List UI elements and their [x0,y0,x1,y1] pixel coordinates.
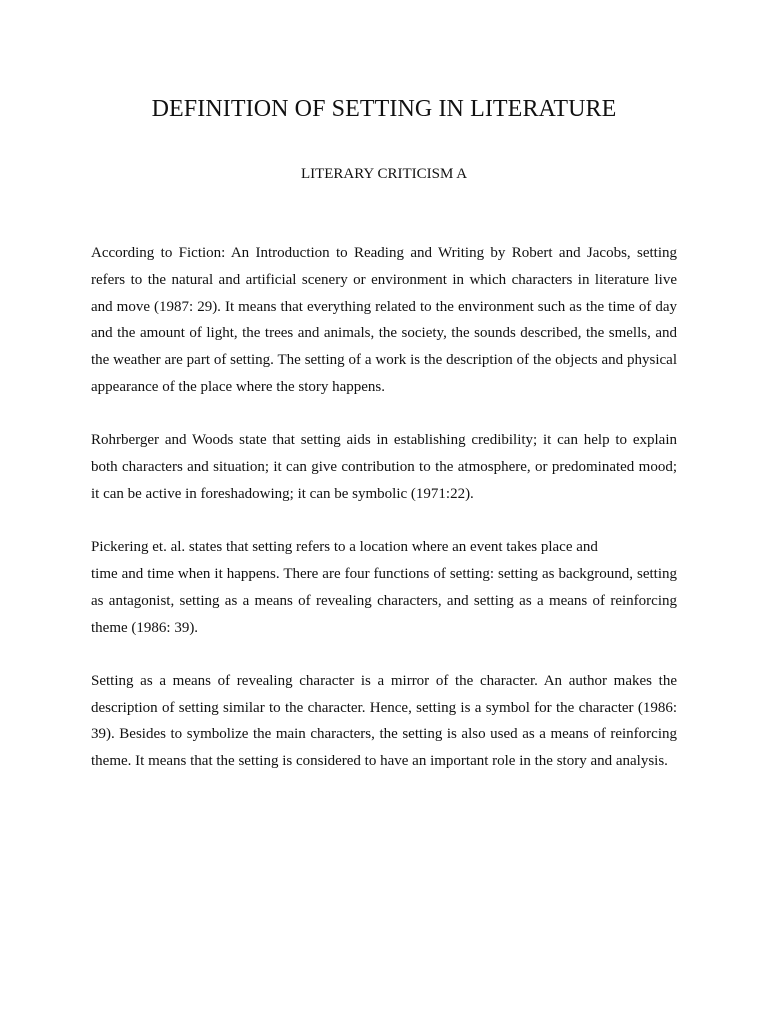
document-subtitle: LITERARY CRITICISM A [300,166,468,182]
paragraph-2: Rohrberger and Woods state that setting aids in establishing credibility; it can help to explain both characters and situation; it can give contribution to the atmosphere, or predominated mood; it can be active in foreshadowing; it can be symbolic (1971:22). [91,432,677,502]
paragraph-3 [91,534,677,641]
document-body [91,240,677,802]
paragraph-3-first-line: Pickering et. al. states that setting refers to a location where an event takes place and [91,539,598,556]
paragraph-1: According to Fiction: An Introduction to Reading and Writing by Robert and Jacobs, setting refers to the natural and artificial scenery or environment in which characters in literature live and move (1987: 29). It means that everything related to the environment such as the time of day and the amount of light, the trees and animals, the society, the sounds described, the smells, and the weather are part of setting. The setting of a work is the description of the objects and physical appearance of the place where the story happens. [91,245,677,395]
paragraph-3-text: time and time when it happens. There are four functions of setting: setting as background, setting as antagonist, setting as a means of revealing characters, and setting as a means of reinforcing theme (1986: 39). [91,565,677,636]
document-title: DEFINITION OF SETTING IN LITERATURE [151,96,617,122]
paragraph-4: Setting as a means of revealing character is a mirror of the character. An author makes the description of setting similar to the character. Hence, setting is a symbol for the character (1986: 39). Besides to symbolize the main characters, the setting is also used as a means of reinforcing theme. It means that the setting is considered to have an important role in the story and analysis. [91,672,677,770]
